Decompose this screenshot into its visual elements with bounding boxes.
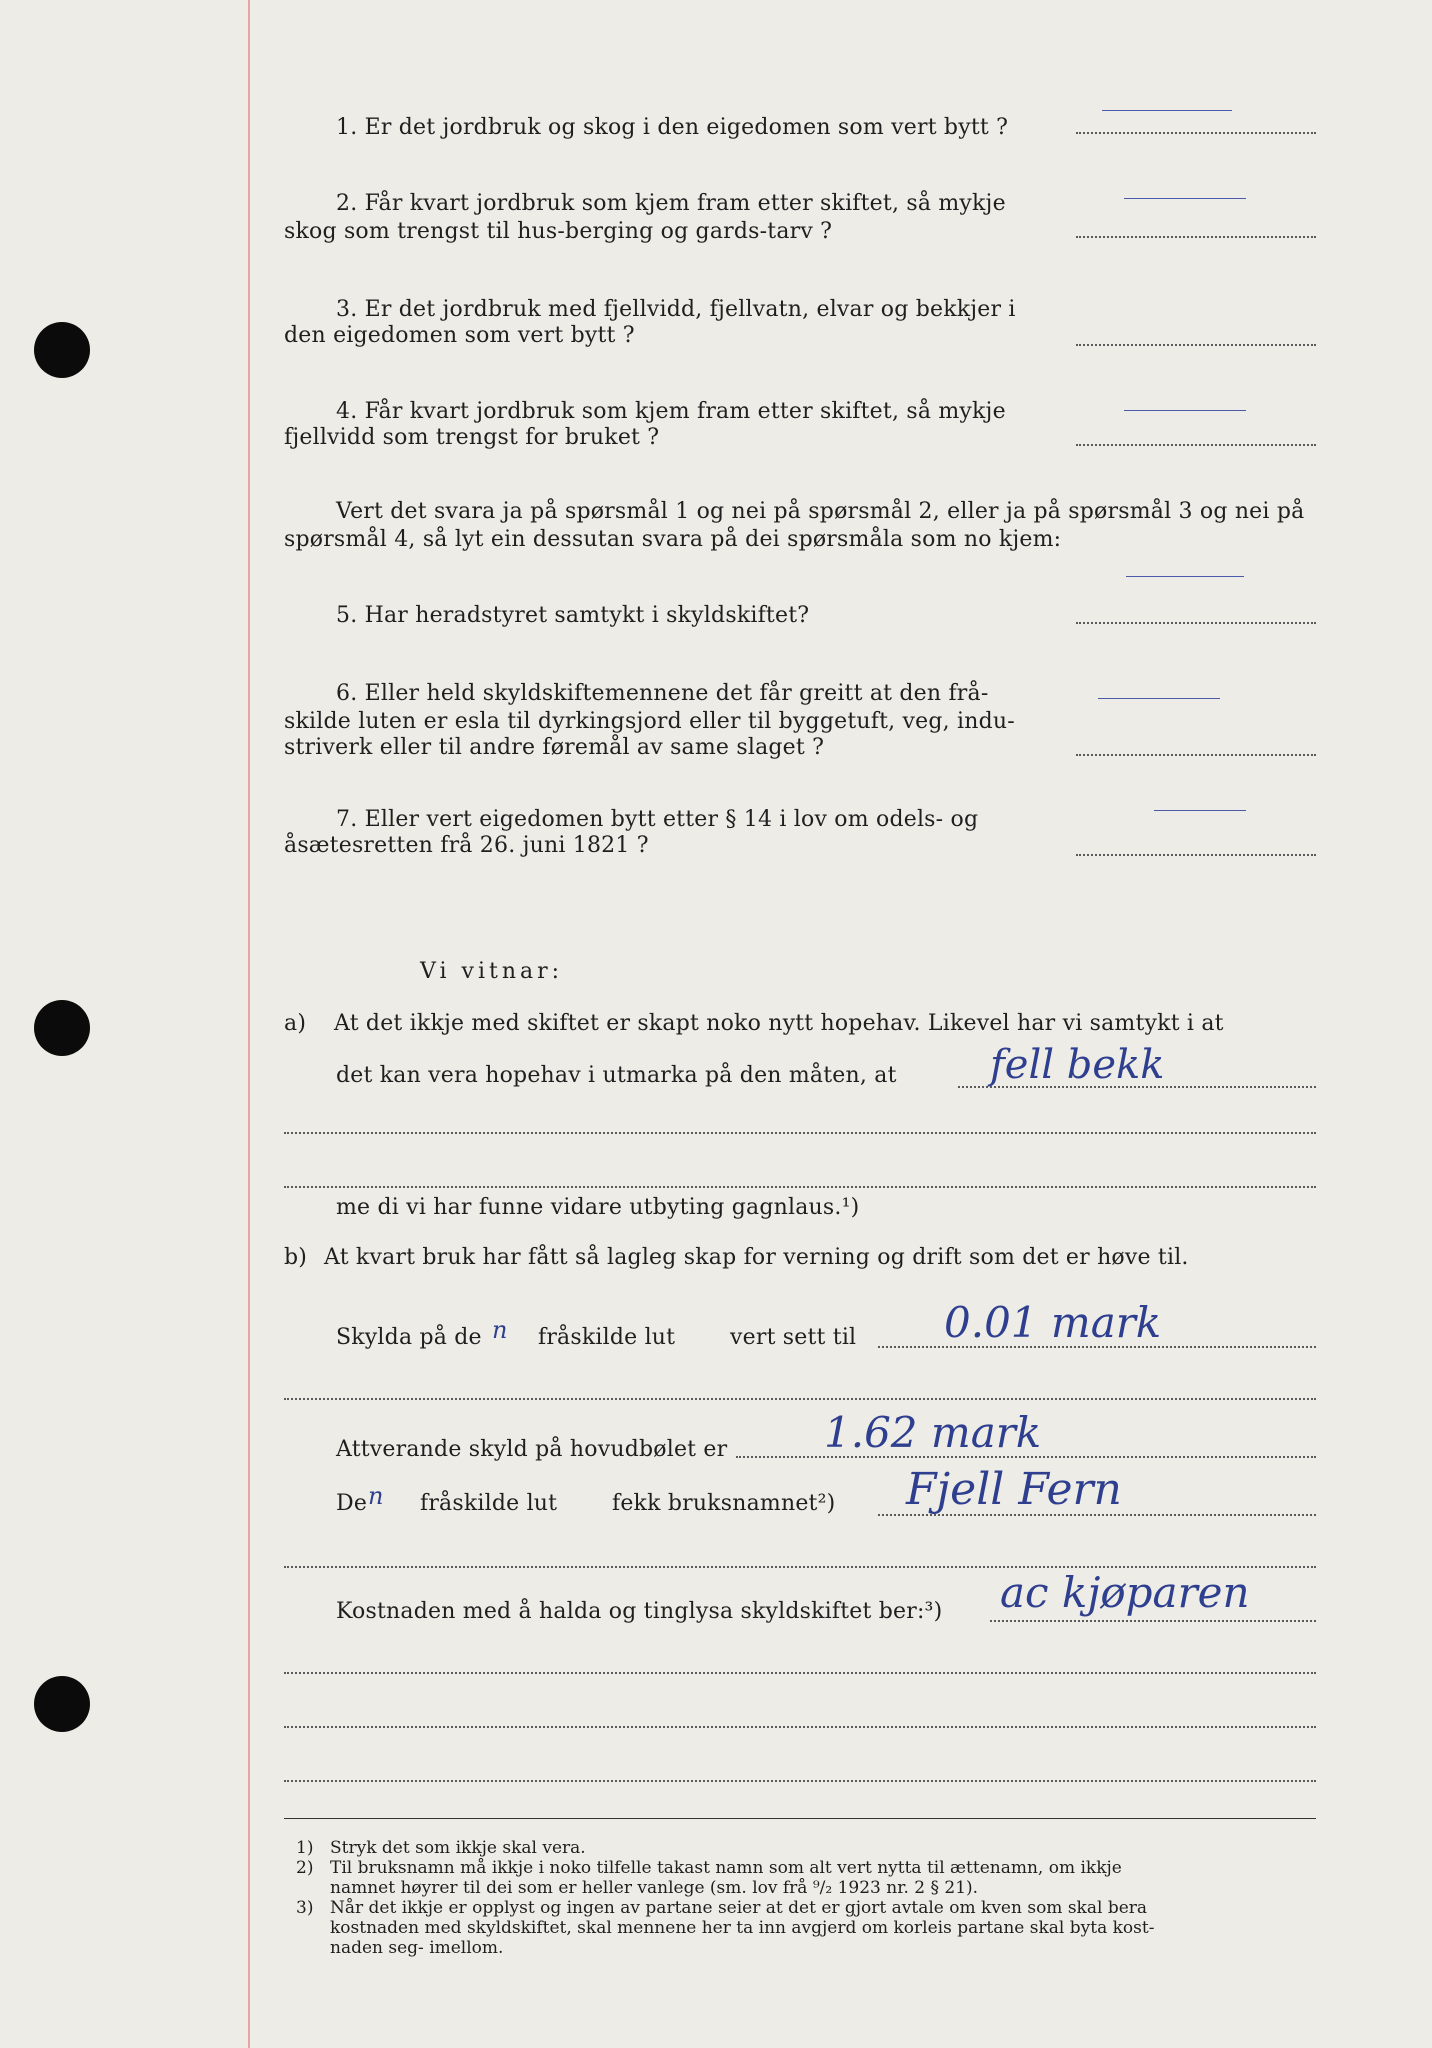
fill-line xyxy=(990,1620,1316,1622)
handwritten-attverande-value: 1.62 mark xyxy=(824,1408,1042,1457)
fill-line xyxy=(284,1132,1316,1134)
attverande-label: Attverande skyld på hovudbølet er xyxy=(336,1437,728,1462)
footnote-2-line2: namnet høyrer til dei som er heller vanlege (sm. lov frå ⁹/₂ 1923 nr. 2 § 21). xyxy=(330,1878,979,1898)
fill-line xyxy=(284,1780,1316,1782)
condition-line2: spørsmål 4, så lyt ein dessutan svara på dei spørsmåla som no kjem: xyxy=(284,527,1062,552)
footnote-2-number: 2) xyxy=(296,1858,314,1878)
skylda-label-b: fråskilde lut xyxy=(538,1325,676,1350)
witness-a-line3: me di vi har funne vidare utbyting gagnlaus.¹) xyxy=(336,1195,860,1220)
answer-dash xyxy=(1124,198,1246,199)
footnote-divider xyxy=(284,1818,1316,1819)
witness-b-label: b) xyxy=(284,1245,308,1270)
fill-line xyxy=(284,1672,1316,1674)
question-3-line2: den eigedomen som vert bytt ? xyxy=(284,323,635,348)
question-6-line2: skilde luten er esla til dyrkingsjord eller til byggetuft, veg, indu- xyxy=(284,709,1015,734)
kostnad-label: Kostnaden med å halda og tinglysa skyldskiftet ber:³) xyxy=(336,1599,943,1624)
handwritten-n-mark: n xyxy=(368,1482,384,1510)
question-7-line2: åsætesretten frå 26. juni 1821 ? xyxy=(284,833,649,858)
footnote-1-number: 1) xyxy=(296,1838,314,1858)
answer-line xyxy=(1076,854,1316,856)
witness-a-line2: det kan vera hopehav i utmarka på den måten, at xyxy=(336,1063,897,1088)
footnote-3-line1: Når det ikkje er opplyst og ingen av partane seier at det er gjort avtale om kven som skal bera xyxy=(330,1898,1148,1918)
punch-hole xyxy=(34,1000,90,1056)
witness-a-line1: At det ikkje med skiftet er skapt noko nytt hopehav. Likevel har vi samtykt i at xyxy=(334,1011,1224,1036)
question-2-line1: 2. Får kvart jordbruk som kjem fram etter skiftet, så mykje xyxy=(336,191,1006,216)
fill-line xyxy=(284,1398,1316,1400)
margin-line xyxy=(248,0,250,2048)
footnote-3-line2: kostnaden med skyldskiftet, skal mennene her ta inn avgjerd om korleis partane skal byta kost- xyxy=(330,1918,1155,1938)
answer-dash xyxy=(1124,410,1246,411)
answer-dash xyxy=(1102,110,1232,111)
answer-line xyxy=(1076,622,1316,624)
punch-hole xyxy=(34,1676,90,1732)
condition-line1: Vert det svara ja på spørsmål 1 og nei på spørsmål 2, eller ja på spørsmål 3 og nei på xyxy=(336,499,1305,524)
bruksnamn-label-c: fekk bruksnamnet²) xyxy=(612,1491,836,1516)
question-4-line2: fjellvidd som trengst for bruket ? xyxy=(284,425,660,450)
answer-line xyxy=(1076,444,1316,446)
handwritten-hopehav: fell bekk xyxy=(990,1042,1165,1088)
question-3-line1: 3. Er det jordbruk med fjellvidd, fjellvatn, elvar og bekkjer i xyxy=(336,297,1016,322)
answer-line xyxy=(1076,754,1316,756)
question-2-line2: skog som trengst til hus-berging og gards-tarv ? xyxy=(284,219,833,244)
question-5: 5. Har heradstyret samtykt i skyldskiftet? xyxy=(336,603,810,628)
footnote-3-line3: naden seg- imellom. xyxy=(330,1938,504,1958)
answer-line xyxy=(1076,132,1316,134)
answer-dash xyxy=(1154,810,1246,811)
fill-line xyxy=(284,1186,1316,1188)
skylda-label-a: Skylda på de xyxy=(336,1325,482,1350)
witness-heading: Vi vitnar: xyxy=(420,959,564,984)
bruksnamn-label-b: fråskilde lut xyxy=(420,1491,558,1516)
footnote-3-number: 3) xyxy=(296,1898,314,1918)
bruksnamn-label-a: De xyxy=(336,1491,368,1516)
question-6-line3: striverk eller til andre føremål av same slaget ? xyxy=(284,735,825,760)
witness-b-line1: At kvart bruk har fått så lagleg skap for verning og drift som det er høve til. xyxy=(324,1245,1189,1270)
handwritten-bruksnamn-value: Fjell Fern xyxy=(906,1464,1122,1515)
question-1: 1. Er det jordbruk og skog i den eigedomen som vert bytt ? xyxy=(336,115,1009,140)
handwritten-kostnad-value: ac kjøparen xyxy=(1000,1568,1250,1617)
question-4-line1: 4. Får kvart jordbruk som kjem fram etter skiftet, så mykje xyxy=(336,399,1006,424)
handwritten-n-mark: n xyxy=(492,1316,508,1344)
fill-line xyxy=(284,1726,1316,1728)
skylda-label-c: vert sett til xyxy=(730,1325,857,1350)
footnote-2-line1: Til bruksnamn må ikkje i noko tilfelle takast namn som alt vert nytta til ættenamn, om ikkje xyxy=(330,1858,1122,1878)
answer-dash xyxy=(1126,576,1244,577)
answer-line xyxy=(1076,236,1316,238)
witness-a-label: a) xyxy=(284,1011,307,1036)
answer-line xyxy=(1076,344,1316,346)
footnote-1: Stryk det som ikkje skal vera. xyxy=(330,1838,586,1858)
question-6-line1: 6. Eller held skyldskiftemennene det får greitt at den frå- xyxy=(336,681,989,706)
punch-hole xyxy=(34,322,90,378)
handwritten-skylda-value: 0.01 mark xyxy=(944,1298,1162,1347)
answer-dash xyxy=(1098,698,1220,699)
question-7-line1: 7. Eller vert eigedomen bytt etter § 14 i lov om odels- og xyxy=(336,807,979,832)
